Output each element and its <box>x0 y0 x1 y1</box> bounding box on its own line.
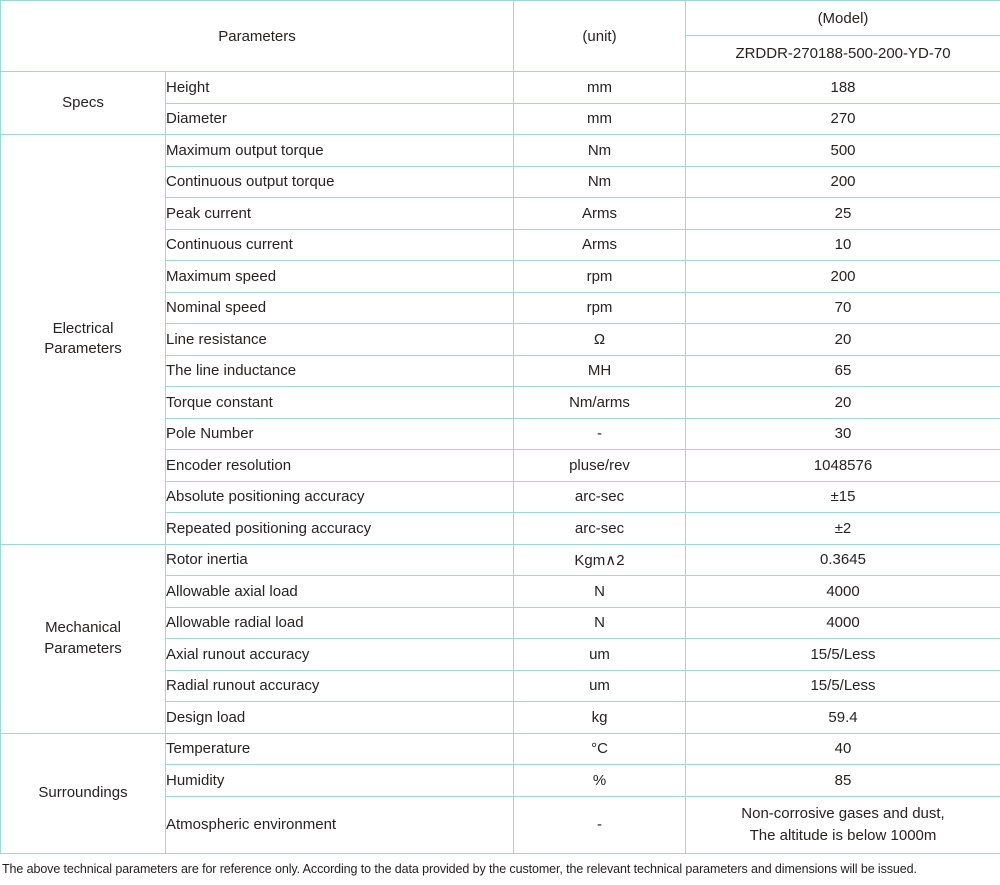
param-unit: Nm/arms <box>514 387 686 419</box>
param-label: Line resistance <box>166 324 514 356</box>
param-unit: rpm <box>514 261 686 293</box>
param-unit: N <box>514 576 686 608</box>
param-value: ±2 <box>686 513 1000 545</box>
param-label: Radial runout accuracy <box>166 670 514 702</box>
param-value: 10 <box>686 229 1000 261</box>
param-label: Allowable axial load <box>166 576 514 608</box>
param-unit: um <box>514 639 686 671</box>
param-unit: arc-sec <box>514 481 686 513</box>
param-label: Peak current <box>166 198 514 230</box>
param-value: 0.3645 <box>686 544 1000 576</box>
param-unit: - <box>514 796 686 853</box>
group-label-surroundings: Surroundings <box>1 733 166 853</box>
group-label-line1: Electrical <box>52 320 114 337</box>
param-unit: mm <box>514 103 686 135</box>
param-value: 85 <box>686 765 1000 797</box>
param-value: 200 <box>686 261 1000 293</box>
group-label-line2: Parameters <box>44 340 122 358</box>
param-label: Maximum speed <box>166 261 514 293</box>
header-parameters: Parameters <box>1 1 514 72</box>
table-row <box>1 733 1000 765</box>
param-value: 15/5/Less <box>686 670 1000 702</box>
param-label: Temperature <box>166 733 514 765</box>
table-row <box>1 544 1000 576</box>
param-unit: Nm <box>514 166 686 198</box>
param-label: Maximum output torque <box>166 135 514 167</box>
header-unit: (unit) <box>514 1 686 72</box>
param-label: Encoder resolution <box>166 450 514 482</box>
param-unit: - <box>514 418 686 450</box>
header-model: (Model) <box>686 1 1000 36</box>
param-label: Nominal speed <box>166 292 514 324</box>
param-unit: % <box>514 765 686 797</box>
param-value-line2: The altitude is below 1000m <box>749 826 937 844</box>
param-unit: kg <box>514 702 686 734</box>
group-label-mechanical <box>1 544 166 733</box>
header-model-code: ZRDDR-270188-500-200-YD-70 <box>686 36 1000 72</box>
param-value: 188 <box>686 72 1000 104</box>
param-value: 70 <box>686 292 1000 324</box>
param-unit: MH <box>514 355 686 387</box>
param-value: 20 <box>686 324 1000 356</box>
param-unit: Nm <box>514 135 686 167</box>
param-label: Continuous output torque <box>166 166 514 198</box>
group-label-line2: Parameters <box>44 639 122 657</box>
table-row <box>1 135 1000 167</box>
param-label: The line inductance <box>166 355 514 387</box>
param-label: Torque constant <box>166 387 514 419</box>
param-label: Pole Number <box>166 418 514 450</box>
param-unit: Kgm∧2 <box>514 544 686 576</box>
param-value: 270 <box>686 103 1000 135</box>
table-header-row <box>1 1 1000 36</box>
param-label: Continuous current <box>166 229 514 261</box>
param-value: 200 <box>686 166 1000 198</box>
param-value: 25 <box>686 198 1000 230</box>
param-label: Atmospheric environment <box>166 796 514 853</box>
table-row <box>1 72 1000 104</box>
param-label: Humidity <box>166 765 514 797</box>
param-value: 65 <box>686 355 1000 387</box>
group-label-electrical <box>1 135 166 545</box>
param-unit: arc-sec <box>514 513 686 545</box>
param-label: Axial runout accuracy <box>166 639 514 671</box>
param-label: Allowable radial load <box>166 607 514 639</box>
footnote: The above technical parameters are for reference only. According to the data provided by the customer, the relevant technical parameters and dimensions will be issued. <box>2 861 917 876</box>
param-value: 30 <box>686 418 1000 450</box>
param-unit: Arms <box>514 229 686 261</box>
group-label-line1: Mechanical <box>45 619 121 637</box>
param-value: 4000 <box>686 607 1000 639</box>
param-unit: pluse/rev <box>514 450 686 482</box>
param-value-line1: Non-corrosive gases and dust, <box>741 804 945 822</box>
param-value: 500 <box>686 135 1000 167</box>
param-value: 1048576 <box>686 450 1000 482</box>
param-label: Height <box>166 72 514 104</box>
param-unit: mm <box>514 72 686 104</box>
param-unit: Arms <box>514 198 686 230</box>
param-label: Design load <box>166 702 514 734</box>
param-value: ±15 <box>686 481 1000 513</box>
param-value: 15/5/Less <box>686 639 1000 671</box>
group-label-specs: Specs <box>1 72 166 135</box>
param-unit: Ω <box>514 324 686 356</box>
param-label: Absolute positioning accuracy <box>166 481 514 513</box>
param-value <box>686 796 1000 853</box>
param-label: Repeated positioning accuracy <box>166 513 514 545</box>
param-unit: um <box>514 670 686 702</box>
param-label: Rotor inertia <box>166 544 514 576</box>
param-value: 40 <box>686 733 1000 765</box>
param-value: 20 <box>686 387 1000 419</box>
param-unit: rpm <box>514 292 686 324</box>
param-label: Diameter <box>166 103 514 135</box>
param-value: 59.4 <box>686 702 1000 734</box>
param-unit: °C <box>514 733 686 765</box>
param-value: 4000 <box>686 576 1000 608</box>
param-unit: N <box>514 607 686 639</box>
